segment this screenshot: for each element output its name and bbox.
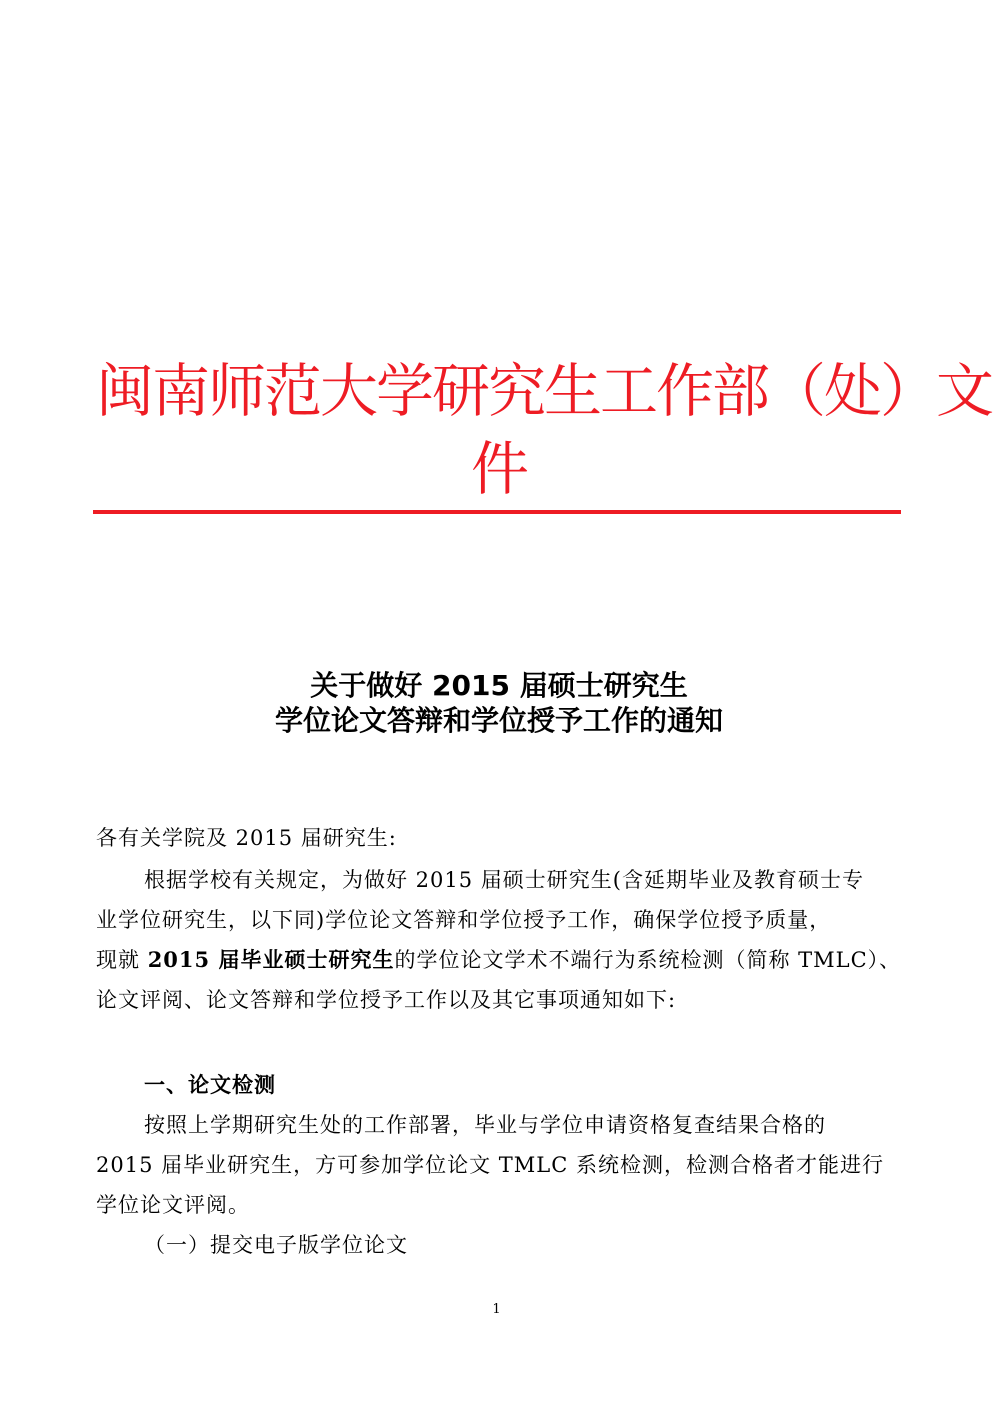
intro-line-3 (96, 940, 902, 980)
intro-line-3-prefix: 现就 (96, 948, 148, 972)
intro-line-4: 论文评阅、论文答辩和学位授予工作以及其它事项通知如下: (96, 988, 677, 1012)
intro-line-1: 根据学校有关规定，为做好 2015 届硕士研究生(含延期毕业及教育硕士专 (144, 868, 864, 892)
section-1-line-3: 学位论文评阅。 (96, 1193, 250, 1217)
section-1-heading: 一、论文检测 (144, 1072, 276, 1097)
notice-title-line2: 学位论文答辩和学位授予工作的通知 (274, 704, 723, 737)
salutation: 各有关学院及 2015 届研究生: (96, 826, 397, 850)
page-number: 1 (492, 1302, 501, 1317)
section-1-line-2: 2015 届毕业研究生，方可参加学位论文 TMLC 系统检测，检测合格者才能进行 (96, 1153, 884, 1177)
document-header-title (96, 352, 993, 508)
intro-paragraph (96, 860, 902, 1020)
intro-line-2: 业学位研究生，以下同)学位论文答辩和学位授予工作，确保学位授予质量， (96, 908, 832, 932)
subsection-1-heading: （一）提交电子版学位论文 (144, 1233, 408, 1257)
section-1-line-1: 按照上学期研究生处的工作部署，毕业与学位申请资格复查结果合格的 (144, 1113, 826, 1137)
notice-title-line1: 关于做好 2015 届硕士研究生 (310, 669, 688, 702)
header-title-line2: 件 (470, 435, 527, 503)
notice-title (96, 668, 902, 738)
intro-line-3-suffix: 的学位论文学术不端行为系统检测（简称 TMLC）、 (394, 948, 902, 972)
header-red-rule (93, 510, 901, 514)
intro-line-3-bold: 2015 届毕业硕士研究生 (147, 947, 395, 972)
header-title-line1: 闽南师范大学研究生工作部（处）文 (96, 357, 993, 425)
section-1-paragraph (96, 1105, 896, 1265)
